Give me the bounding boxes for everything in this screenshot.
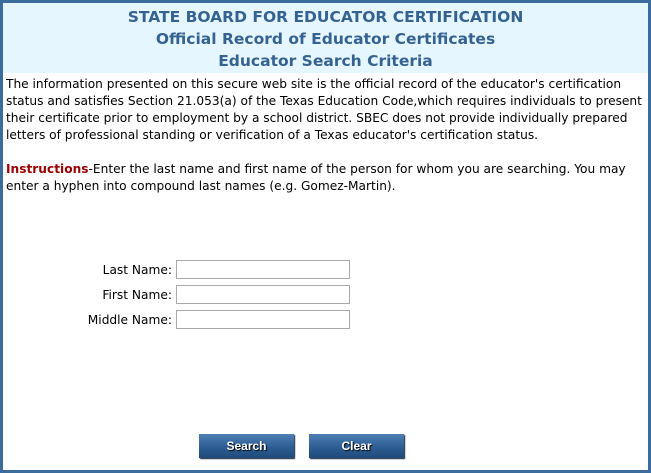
instructions xyxy=(6,161,645,195)
first-name-label: First Name: xyxy=(102,287,172,302)
first-name-input[interactable] xyxy=(176,285,350,304)
first-name-row xyxy=(0,285,350,304)
middle-name-row xyxy=(0,310,350,329)
agency-title: STATE BOARD FOR EDUCATOR CERTIFICATION xyxy=(127,8,524,26)
page-header xyxy=(3,3,648,73)
last-name-label: Last Name: xyxy=(102,262,172,277)
record-title: Official Record of Educator Certificates xyxy=(155,30,496,48)
last-name-row xyxy=(0,260,350,279)
middle-name-input[interactable] xyxy=(176,310,350,329)
instructions-text: -Enter the last name and first name of the person for whom you are searching. You may enter a hyphen into compound last names (e.g. Gomez-Martin). xyxy=(6,162,626,193)
intro-text: The information presented on this secure web site is the official record of the educator's certification status and satisfies Section 21.053(a) of the Texas Education Code,which requires individuals to present their certificate prior to employment by a school district. SBEC does not provide individually prepared letters of professional standing or verification of a Texas educator's certification status. xyxy=(6,77,642,142)
search-button[interactable]: Search xyxy=(199,434,294,458)
last-name-input[interactable] xyxy=(176,260,350,279)
clear-button[interactable]: Clear xyxy=(309,434,404,458)
instructions-label: Instructions xyxy=(6,162,89,176)
page-title: Educator Search Criteria xyxy=(218,52,433,70)
middle-name-label: Middle Name: xyxy=(87,312,172,327)
